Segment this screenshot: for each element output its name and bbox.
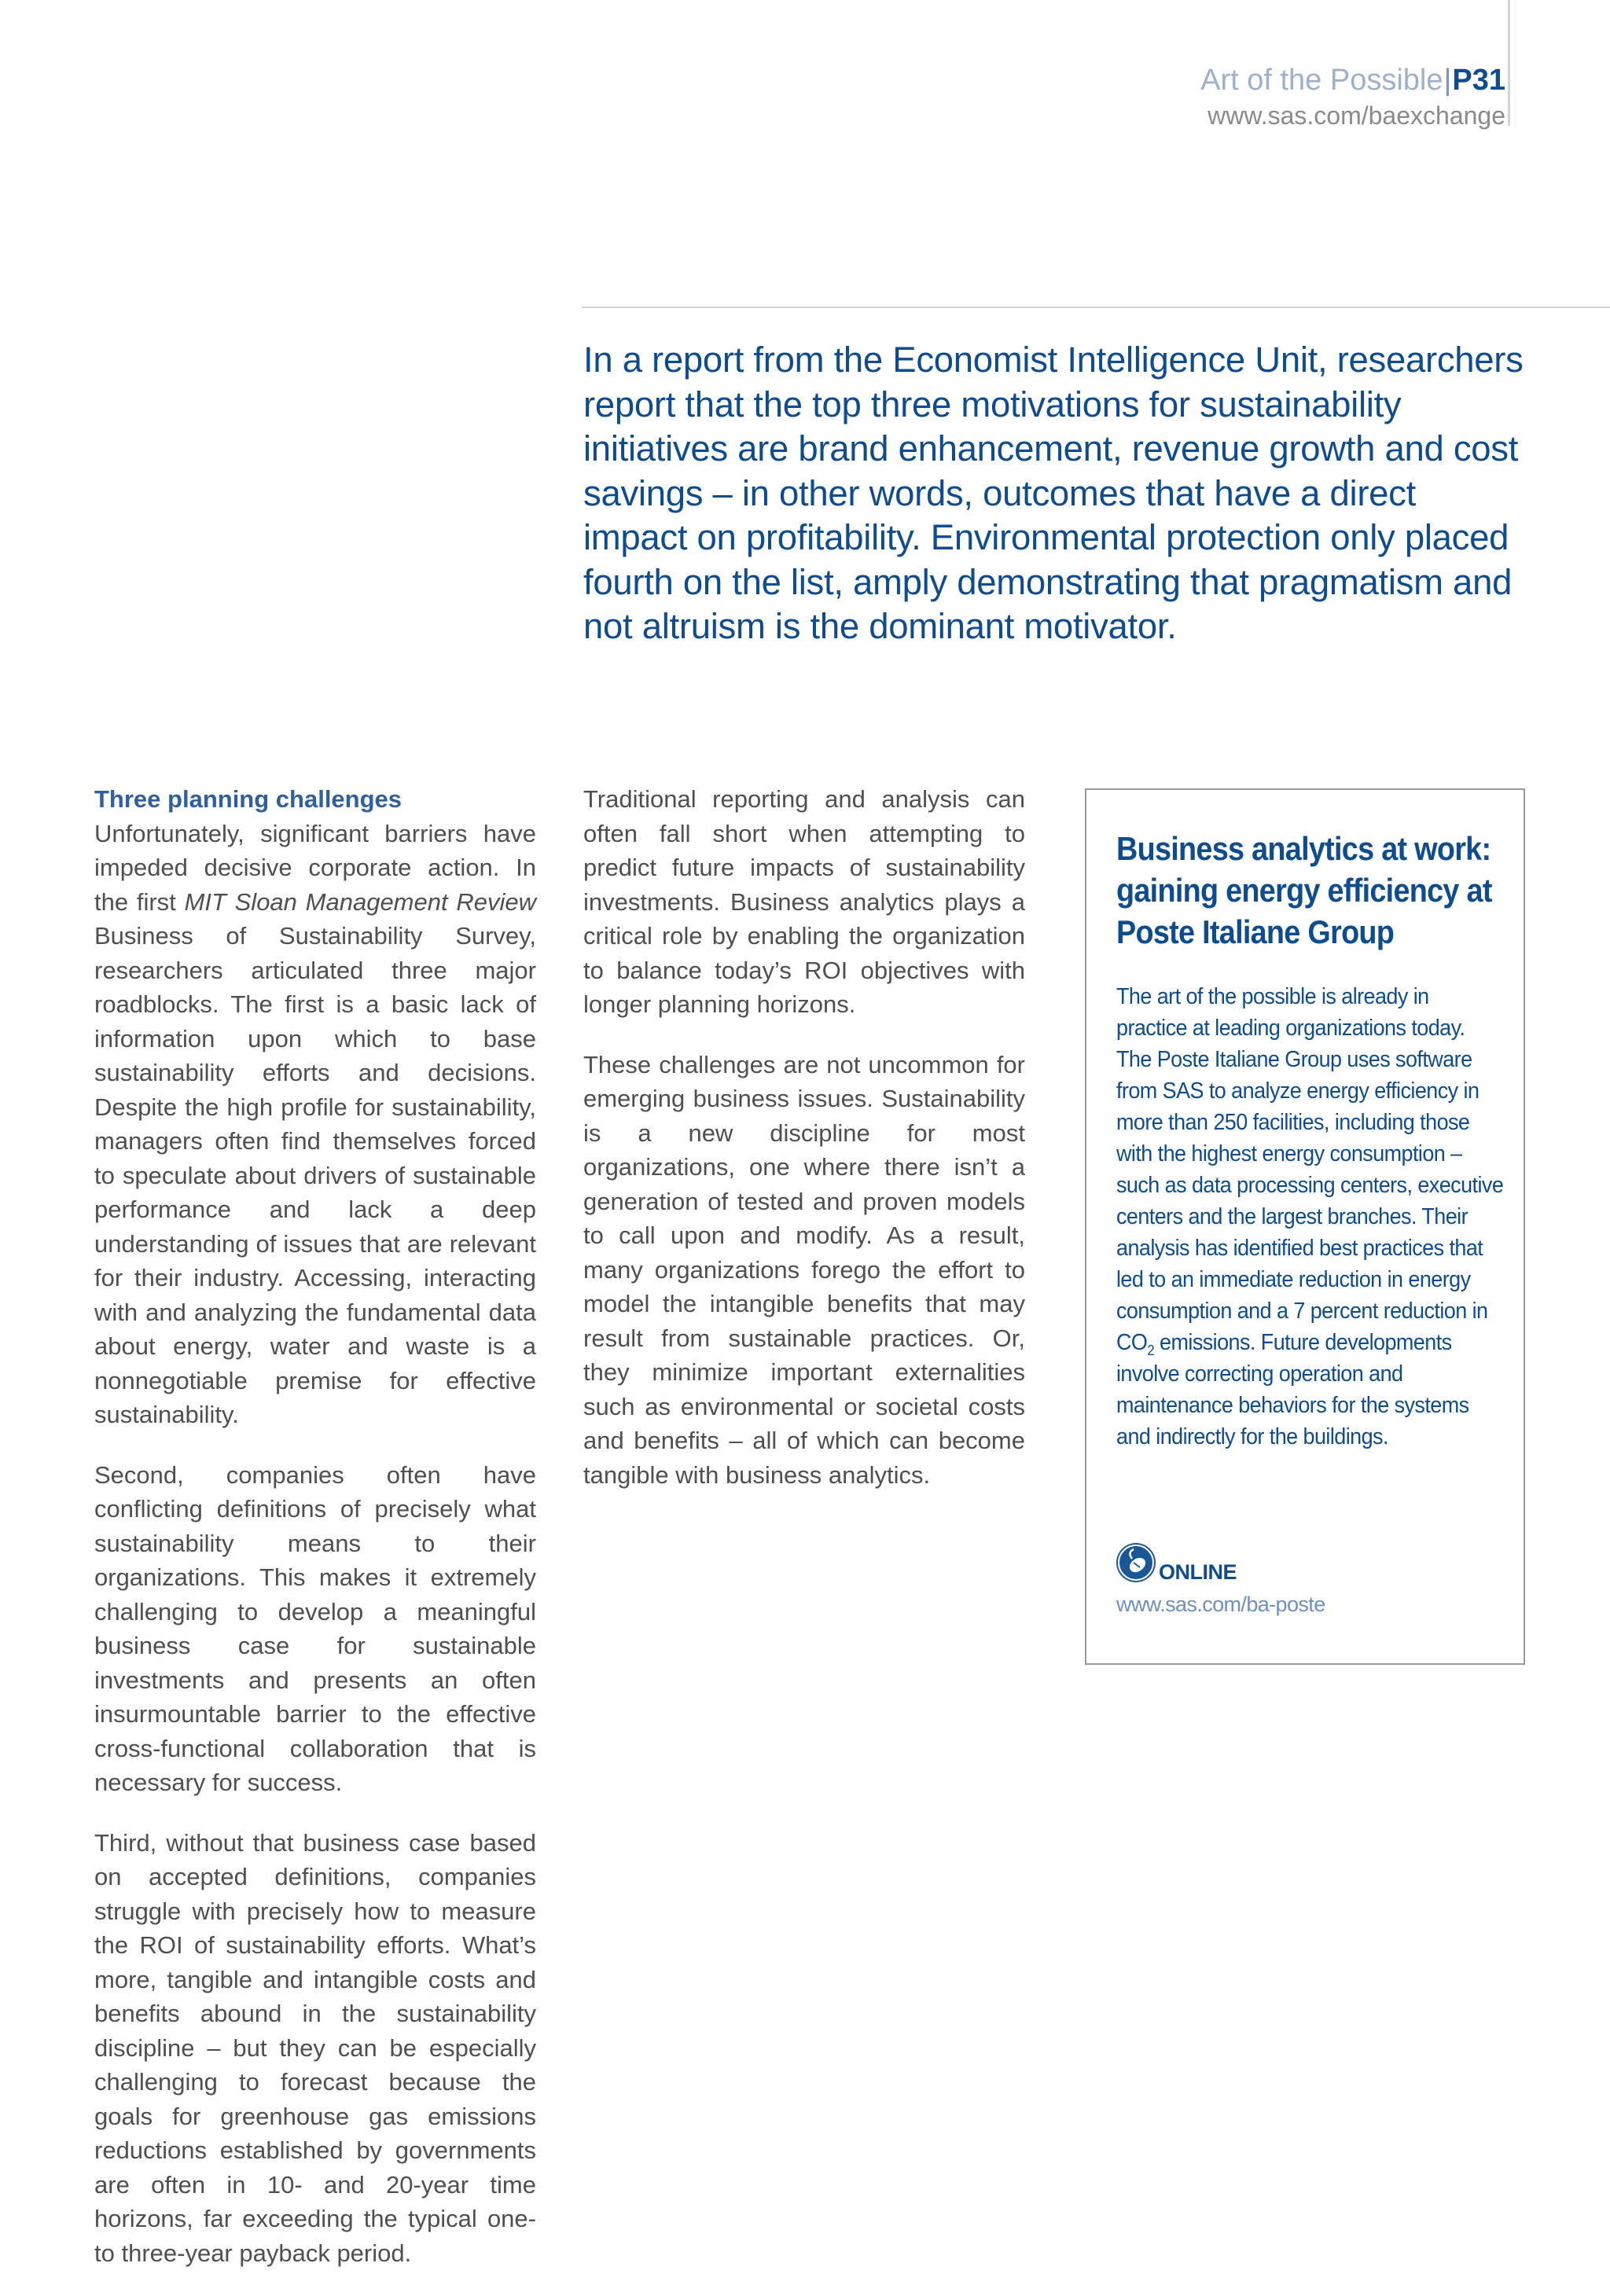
header-vertical-rule [1508, 0, 1510, 126]
online-link-row[interactable] [1116, 1543, 1237, 1582]
running-header [1200, 63, 1505, 97]
header-horizontal-rule [582, 307, 1610, 308]
paragraph-text: Unfortunately, significant barriers have impeded decisive corporate action. In the first [94, 819, 536, 916]
article-paragraph-2: Second, companies often have conflicting definitions of precisely what sustainability means to their organizations. This makes it extremely challenging to develop a meaningful business case for sustainable investments and presents an often insurmountable barrier to the effective cross-functional collaboration that is necessary for success. [94, 1460, 536, 1796]
mouse-globe-icon [1116, 1543, 1156, 1582]
article-column-1 [94, 782, 536, 2296]
paragraph-text: Business of Sustainability Survey, researchers articulated three major roadblocks. The first is a basic lack of information upon which to base sustainability efforts and decisions. Despite the high profile for sustainability, managers often find themselves forced to speculate about drivers of sustainable performance and lack a deep understanding of issues that are relevant for their industry. Accessing, interacting with and analyzing the fundamental data about energy, water and waste is a nonnegotiable premise for effective sustainability. [94, 922, 536, 1428]
section-heading: Three planning challenges [94, 785, 402, 813]
online-url-link[interactable]: www.sas.com/ba-poste [1116, 1593, 1325, 1616]
sidebar-text: emissions. Future developments involve correcting operation and maintenance behaviors for the systems and indirectly for the buildings. [1116, 1330, 1469, 1449]
co2-subscript: 2 [1147, 1342, 1155, 1358]
sidebar-text: The art of the possible is already in practice at leading organizations today. The Poste Italiane Group uses software from SAS to analyze energy efficiency in more than 250 facilities, including those with the highest energy consumption – such as data processing centers, executive centers and the largest branches. Their analysis has identified best practices that led to an immediate reduction in energy consumption and a 7 percent reduction in CO [1116, 984, 1504, 1355]
page-number: P31 [1452, 64, 1505, 97]
article-paragraph-4: Traditional reporting and analysis can often fall short when attempting to predict future impacts of sustainability investments. Business analytics plays a critical role by enabling the organization to balance today’s ROI objectives with longer planning horizons. [583, 785, 1025, 1018]
header-separator: | [1443, 64, 1452, 97]
sidebar-title: Business analytics at work: gaining energy efficiency at Poste Italiane Group [1116, 830, 1492, 950]
article-paragraph-3: Third, without that business case based on accepted definitions, companies struggle with precisely how to measure the ROI of sustainability efforts. What’s more, tangible and intangible costs and benefits abound in the sustainability discipline – but they can be especially challenging to forecast because the goals for greenhouse gas emissions reductions established by governments are often in 10- and 20-year time horizons, far exceeding the typical one- to three-year payback period. [94, 1828, 536, 2267]
header-url: www.sas.com/baexchange [1208, 101, 1505, 130]
article-column-2 [583, 782, 1025, 1518]
online-label: ONLINE [1159, 1560, 1237, 1584]
case-study-sidebar [1085, 788, 1525, 1665]
section-title: Art of the Possible [1200, 64, 1443, 97]
sidebar-body [1116, 981, 1504, 1453]
publication-title: MIT Sloan Management Review [184, 887, 536, 916]
article-paragraph-1 [94, 782, 536, 1432]
article-paragraph-5: These challenges are not uncommon for emerging business issues. Sustainability is a new discipline for most organizations, one where there isn’t a generation of tested and proven models to call upon and modify. As a result, many organizations forego the effort to model the intangible benefits that may result from sustainable practices. Or, they minimize important externalities such as environmental or societal costs and benefits – all of which can become tangible with business analytics. [583, 1050, 1025, 1489]
pull-quote: In a report from the Economist Intelligence Unit, researchers report that the top three motivations for sustainability initiatives are brand enhancement, revenue growth and cost savings – in other words, outcomes that have a direct impact on profitability. Environmental protection only placed fourth on the list, amply demonstrating that pragmatism and not altruism is the dominant motivator. [583, 340, 1524, 646]
